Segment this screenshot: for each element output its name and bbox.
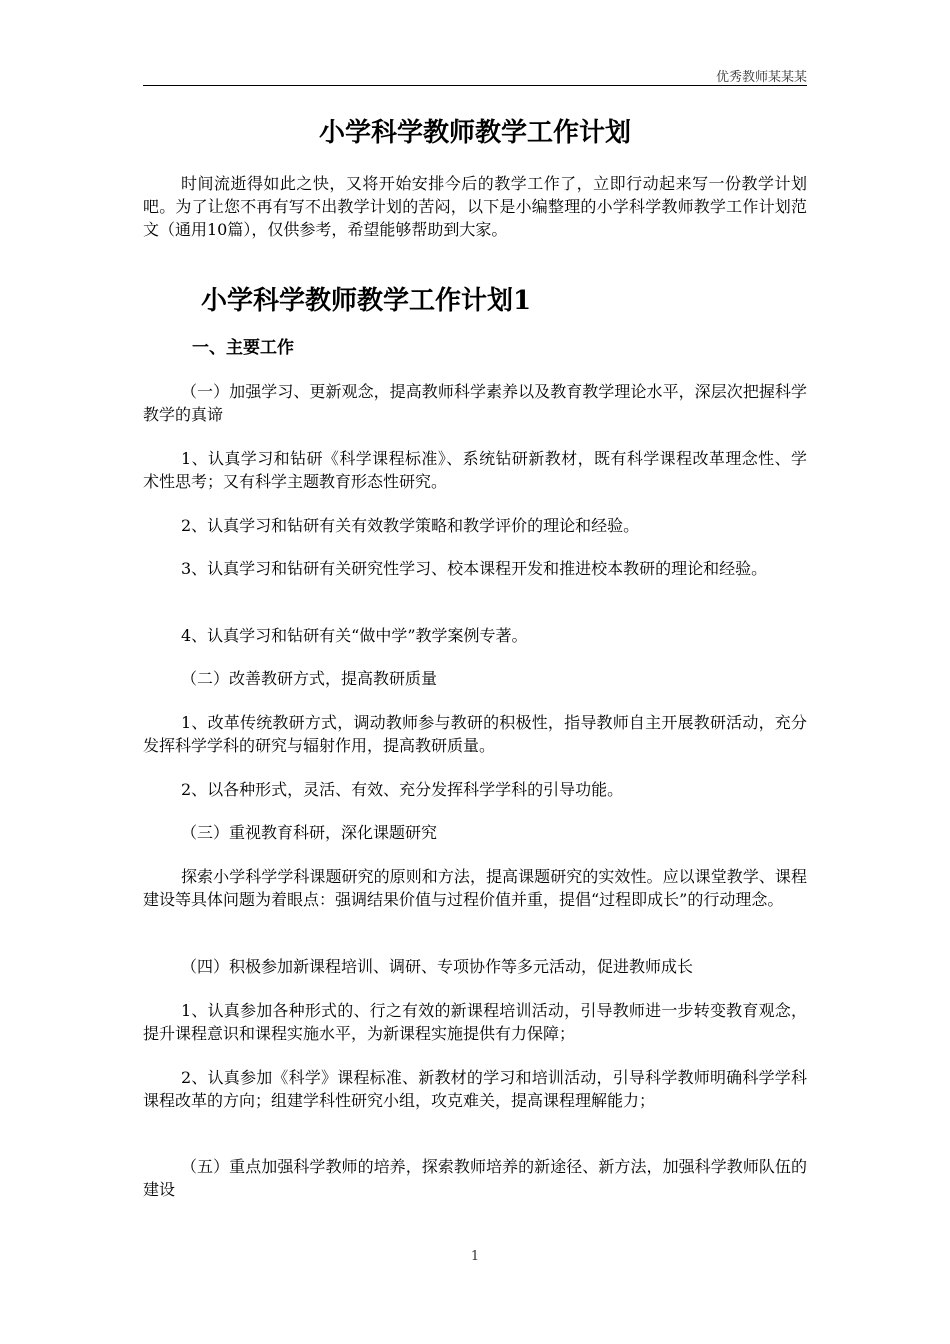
paragraph: 2、以各种形式，灵活、有效、充分发挥科学学科的引导功能。: [181, 780, 624, 799]
document-title: 小学科学教师教学工作计划: [318, 118, 631, 148]
paragraph: 2、认真参加《科学》课程标准、新教材的学习和培训活动，引导科学教师明确科学学科课程改革的方向；组建学科性研究小组，攻克难关，提高课程理解能力；: [143, 1068, 807, 1110]
paragraph: （四）积极参加新课程培训、调研、专项协作等多元活动，促进教师成长: [181, 957, 694, 976]
intro-paragraph: 时间流逝得如此之快，又将开始安排今后的教学工作了，立即行动起来写一份教学计划吧。为了让您不再有写不出教学计划的苦闷，以下是小编整理的小学科学教师教学工作计划范文（通用10篇），仅供参考，希望能够帮助到大家。: [143, 174, 807, 239]
paragraph: （二）改善教研方式，提高教研质量: [181, 669, 438, 688]
paragraph: 1、认真学习和钻研《科学课程标准》、系统钻研新教材，既有科学课程改革理念性、学术性思考；又有科学主题教育形态性研究。: [143, 449, 807, 491]
subsection-heading: 一、主要工作: [192, 338, 294, 358]
paragraph: （五）重点加强科学教师的培养，探索教师培养的新途径、新方法，加强科学教师队伍的建设: [143, 1157, 807, 1199]
page-number: 1: [470, 1249, 480, 1264]
header-divider: [143, 85, 807, 86]
header-author: 优秀教师某某某: [715, 70, 807, 85]
paragraph: 2、认真学习和钻研有关有效教学策略和教学评价的理论和经验。: [181, 516, 640, 535]
paragraph: 3、认真学习和钻研有关研究性学习、校本课程开发和推进校本教研的理论和经验。: [181, 559, 768, 578]
paragraph: （三）重视教育科研，深化课题研究: [181, 823, 438, 842]
section-title: 小学科学教师教学工作计划1: [201, 286, 532, 316]
paragraph: 4、认真学习和钻研有关“做中学”教学案例专著。: [181, 626, 528, 645]
paragraph: 1、改革传统教研方式，调动教师参与教研的积极性，指导教师自主开展教研活动，充分发挥科学学科的研究与辐射作用，提高教研质量。: [143, 713, 807, 755]
paragraph: 1、认真参加各种形式的、行之有效的新课程培训活动，引导教师进一步转变教育观念，提升课程意识和课程实施水平，为新课程实施提供有力保障；: [143, 1001, 807, 1043]
paragraph: （一）加强学习、更新观念，提高教师科学素养以及教育教学理论水平，深层次把握科学教学的真谛: [143, 382, 807, 424]
paragraph: 探索小学科学学科课题研究的原则和方法，提高课题研究的实效性。应以课堂教学、课程建设等具体问题为着眼点：强调结果价值与过程价值并重，提倡“过程即成长”的行动理念。: [143, 867, 807, 909]
